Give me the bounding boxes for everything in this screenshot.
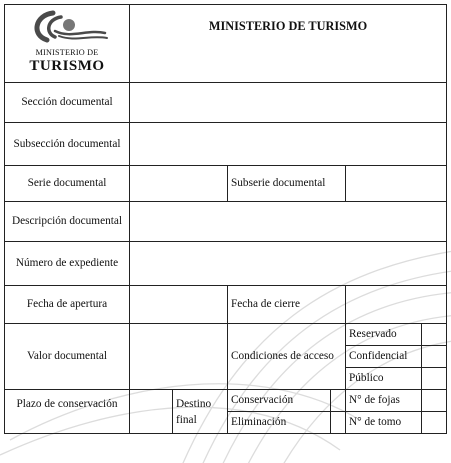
label-tomo: N° de tomo xyxy=(346,412,422,434)
option-confidencial: Confidencial xyxy=(346,346,422,368)
check-eliminacion[interactable] xyxy=(331,412,346,434)
label-valor: Valor documental xyxy=(5,324,130,390)
label-plazo: Plazo de conservación xyxy=(5,390,130,434)
option-eliminacion: Eliminación xyxy=(228,412,331,434)
label-destino: Destino final xyxy=(173,390,228,434)
label-descripcion: Descripción documental xyxy=(5,202,130,242)
field-plazo[interactable] xyxy=(130,390,173,434)
option-reservado: Reservado xyxy=(346,324,422,346)
label-fojas: N° de fojas xyxy=(346,390,422,412)
field-descripcion[interactable] xyxy=(130,202,447,242)
check-publico[interactable] xyxy=(422,368,447,390)
ministry-logo xyxy=(5,5,130,83)
row-plazo-conservacion xyxy=(5,390,447,412)
row-fechas xyxy=(5,286,447,324)
field-serie[interactable] xyxy=(130,166,228,202)
field-numero[interactable] xyxy=(130,242,447,286)
check-confidencial[interactable] xyxy=(422,346,447,368)
row-numero xyxy=(5,242,447,286)
field-valor[interactable] xyxy=(130,324,228,390)
label-serie: Serie documental xyxy=(5,166,130,202)
field-fecha-apertura[interactable] xyxy=(130,286,228,324)
logo-text-line1: MINISTERIO DE xyxy=(35,47,99,57)
swirl-logo-icon xyxy=(25,9,109,43)
label-fecha-cierre: Fecha de cierre xyxy=(228,286,346,324)
label-subseccion: Subsección documental xyxy=(5,123,130,166)
row-descripcion xyxy=(5,202,447,242)
check-reservado[interactable] xyxy=(422,324,447,346)
logo-text-line2: TURISMO xyxy=(29,57,105,74)
option-publico: Público xyxy=(346,368,422,390)
check-conservacion[interactable] xyxy=(331,390,346,412)
label-condiciones: Condiciones de acceso xyxy=(228,324,346,390)
field-fojas[interactable] xyxy=(422,390,447,412)
field-subseccion[interactable] xyxy=(130,123,447,166)
field-fecha-cierre[interactable] xyxy=(346,286,447,324)
field-seccion[interactable] xyxy=(130,83,447,123)
field-tomo[interactable] xyxy=(422,412,447,434)
row-subseccion xyxy=(5,123,447,166)
row-valor-reservado xyxy=(5,324,447,346)
header-row xyxy=(5,5,447,83)
label-subserie: Subserie documental xyxy=(228,166,346,202)
option-conservacion: Conservación xyxy=(228,390,331,412)
label-fecha-apertura: Fecha de apertura xyxy=(5,286,130,324)
document-form-table xyxy=(4,4,447,434)
row-seccion xyxy=(5,83,447,123)
field-subserie[interactable] xyxy=(346,166,447,202)
label-numero: Número de expediente xyxy=(5,242,130,286)
row-serie xyxy=(5,166,447,202)
document-title: MINISTERIO DE TURISMO xyxy=(130,5,447,83)
label-seccion: Sección documental xyxy=(5,83,130,123)
